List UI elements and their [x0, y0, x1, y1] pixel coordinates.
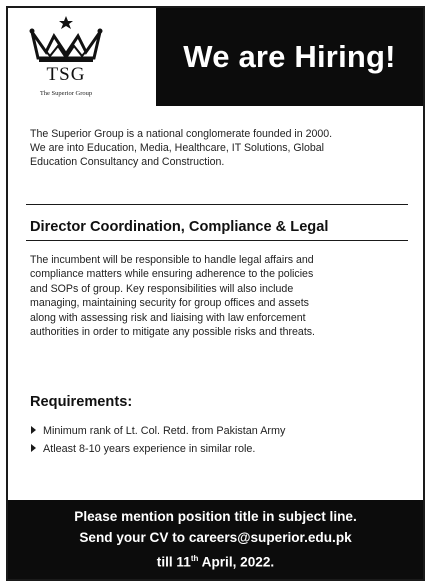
deadline-suffix: April, 2022.: [198, 554, 275, 570]
footer-line-subject: Please mention position title in subject line.: [74, 509, 357, 524]
list-item: [30, 440, 410, 458]
divider-top: [26, 204, 408, 205]
divider-title: [26, 240, 408, 241]
bullet-arrow-icon: [31, 444, 36, 452]
logo-company-name: The Superior Group: [39, 90, 93, 97]
requirements-heading: Requirements:: [30, 394, 133, 410]
intro-line: The Superior Group is a national conglomerate founded in 2000.: [30, 128, 333, 140]
deadline-prefix: till 11: [156, 554, 191, 570]
hiring-banner: We are Hiring!: [156, 8, 423, 106]
job-ad-frame: [6, 6, 425, 581]
crown-emblem-icon: [26, 14, 106, 66]
company-intro: [30, 127, 410, 169]
bullet-arrow-icon: [31, 426, 36, 434]
intro-line: Education Consultancy and Construction.: [30, 156, 225, 168]
footer-line-email: Send your CV to careers@superior.edu.pk: [79, 530, 352, 545]
intro-line: We are into Education, Media, Healthcare, IT Solutions, Global: [30, 142, 325, 154]
position-title: Director Coordination, Compliance & Legal: [30, 219, 329, 235]
description-line: compliance matters while ensuring adherence to the policies: [30, 268, 314, 281]
description-line: along with assessing risk and liaising with law enforcement: [30, 311, 306, 324]
description-line: and SOPs of group. Key responsibilities will also include: [30, 282, 294, 295]
position-description: [30, 253, 408, 339]
deadline-ordinal: th: [190, 554, 199, 563]
requirements-list: [30, 422, 410, 458]
description-line: The incumbent will be responsible to handle legal affairs and: [30, 254, 314, 266]
description-line: managing, maintaining security for group offices and assets: [30, 297, 309, 310]
description-line: authorities in order to mitigate any possible risks and threats.: [30, 326, 315, 339]
application-footer: [8, 500, 423, 579]
list-item: [30, 422, 410, 440]
logo-abbreviation: TSG: [46, 64, 86, 85]
company-logo: [16, 14, 116, 104]
requirement-text: Minimum rank of Lt. Col. Retd. from Pakistan Army: [43, 425, 286, 437]
footer-line-deadline: [8, 548, 423, 573]
requirement-text: Atleast 8-10 years experience in similar role.: [43, 443, 256, 455]
ad-header: [8, 8, 423, 108]
